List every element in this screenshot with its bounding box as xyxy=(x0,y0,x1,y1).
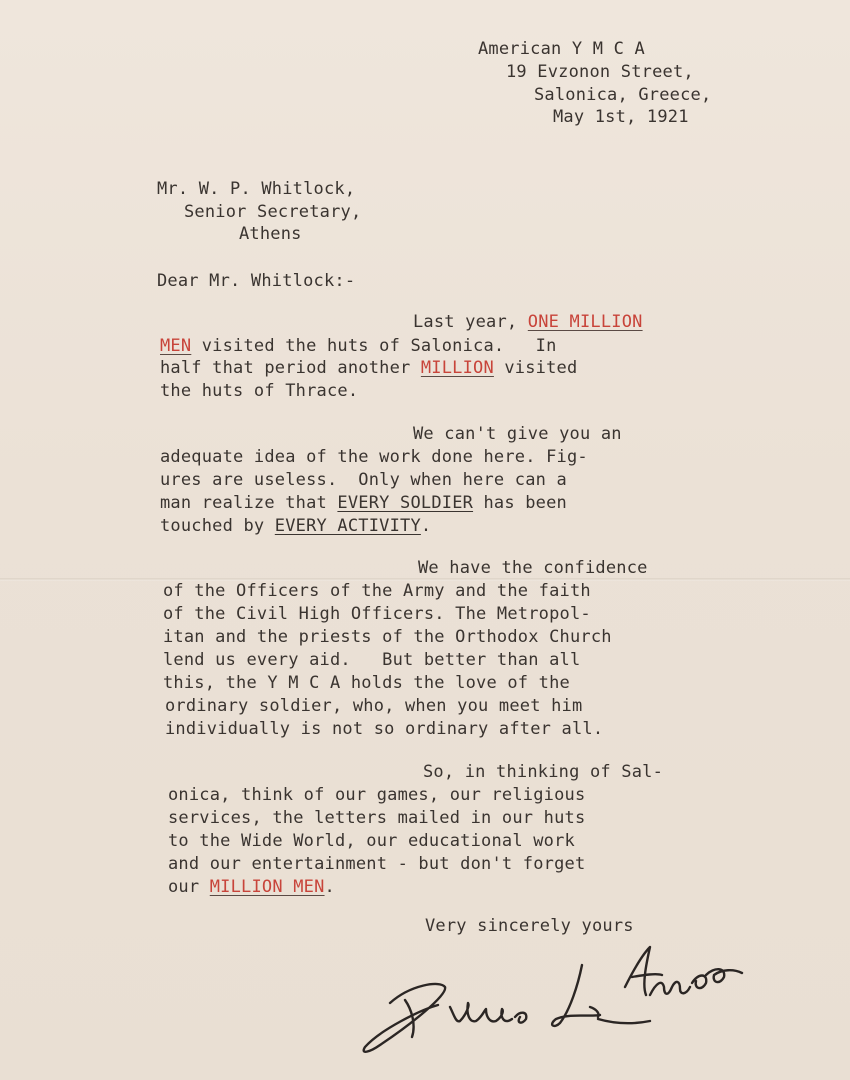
p2-line-1: We can't give you an xyxy=(413,424,622,444)
p2-line-3: ures are useless. Only when here can a xyxy=(160,470,567,490)
million-men-highlight: MILLION MEN xyxy=(209,877,325,897)
p2-line-4: man realize that EVERY SOLDIER has been xyxy=(160,493,567,513)
p2-line-2: adequate idea of the work done here. Fig- xyxy=(160,447,588,467)
p1-line-2: MEN visited the huts of Salonica. In xyxy=(160,336,557,356)
p3-line-4: itan and the priests of the Orthodox Church xyxy=(163,627,612,647)
p3-line-1: We have the confidence xyxy=(418,558,648,578)
p1-line-4: the huts of Thrace. xyxy=(160,381,359,401)
recipient-city: Athens xyxy=(239,224,302,244)
p3-line-2: of the Officers of the Army and the faith xyxy=(163,581,591,601)
p3-line-5: lend us every aid. But better than all xyxy=(163,650,581,670)
signature-image xyxy=(350,925,750,1065)
p4-line-4: to the Wide World, our educational work xyxy=(168,831,575,851)
p1-line-3: half that period another MILLION visited xyxy=(160,358,578,378)
every-soldier-emphasis: EVERY SOLDIER xyxy=(337,493,474,513)
million-highlight: MILLION xyxy=(420,358,494,378)
men-highlight: MEN xyxy=(160,336,192,356)
one-million-highlight: ONE MILLION xyxy=(527,312,643,332)
p2-line-5: touched by EVERY ACTIVITY. xyxy=(160,516,432,536)
recipient-title: Senior Secretary, xyxy=(184,202,362,222)
p4-line-2: onica, think of our games, our religious xyxy=(168,785,586,805)
every-activity-emphasis: EVERY ACTIVITY xyxy=(274,516,421,536)
p4-line-6: our MILLION MEN. xyxy=(168,877,335,897)
letter-date: May 1st, 1921 xyxy=(553,107,689,127)
p3-line-8: individually is not so ordinary after all. xyxy=(165,719,604,739)
p3-line-3: of the Civil High Officers. The Metropol- xyxy=(163,604,591,624)
letterhead-street: 19 Evzonon Street, xyxy=(506,62,694,82)
p3-line-7: ordinary soldier, who, when you meet him xyxy=(165,696,583,716)
salutation: Dear Mr. Whitlock:- xyxy=(157,271,356,291)
p4-line-5: and our entertainment - but don't forget xyxy=(168,854,586,874)
letterhead-city: Salonica, Greece, xyxy=(534,85,712,105)
p3-line-6: this, the Y M C A holds the love of the xyxy=(163,673,570,693)
p1-line-1: Last year, ONE MILLION xyxy=(413,312,643,332)
letterhead-org: American Y M C A xyxy=(478,39,645,59)
recipient-name: Mr. W. P. Whitlock, xyxy=(157,179,356,199)
p4-line-3: services, the letters mailed in our huts xyxy=(168,808,586,828)
closing: Very sincerely yours xyxy=(425,916,634,936)
p4-line-1: So, in thinking of Sal- xyxy=(423,762,664,782)
